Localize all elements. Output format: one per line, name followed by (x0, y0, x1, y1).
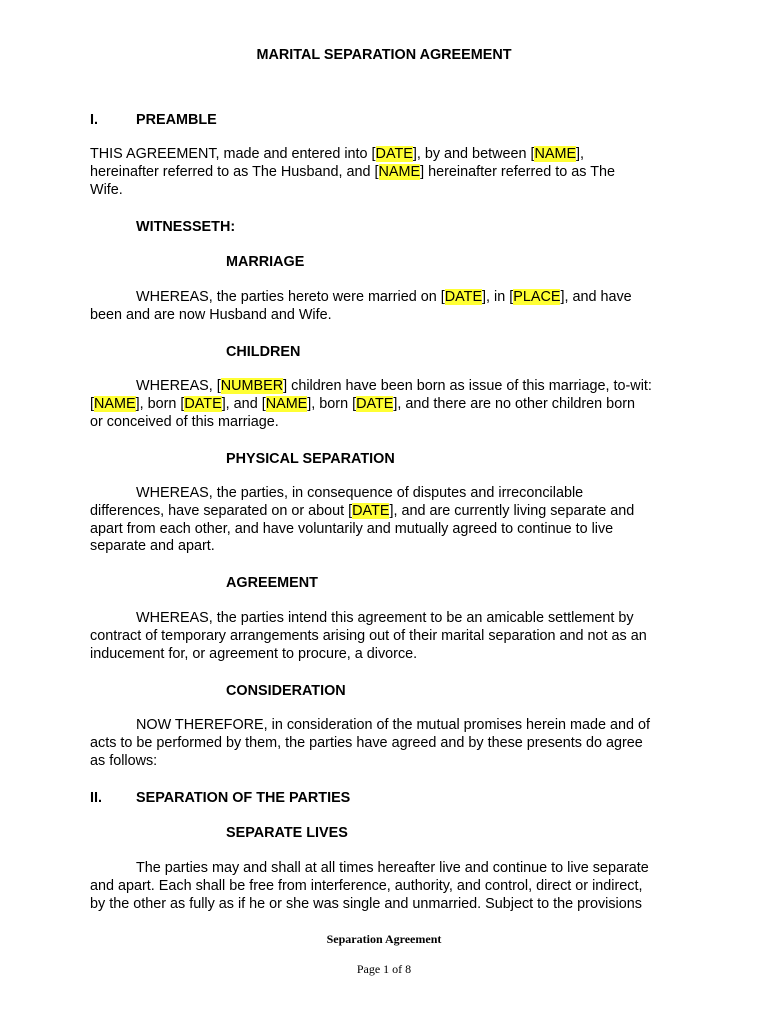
placeholder-name: NAME (378, 163, 421, 180)
placeholder-name: NAME (265, 395, 308, 412)
preamble-paragraph: THIS AGREEMENT, made and entered into [DATE], by and between [NAME], hereinafter referred to as The Husband, and [NAME] hereinafter referred to as The Wife. (90, 146, 616, 198)
placeholder-date: DATE (444, 289, 483, 305)
physical-separation-paragraph: WHEREAS, the parties, in consequence of disputes and irreconcilable differences, have separated on or about [DATE], and are currently living separate and apart from each other, and have voluntarily and mutually agreed to continue to live separate and apart. (90, 485, 635, 555)
agreement-paragraph: WHEREAS, the parties intend this agreement to be an amicable settlement by contract of temporary arrangements arising out of their marital separation and not as an inducement for, or agreement to procure, a divorce. (90, 610, 647, 662)
placeholder-date: DATE (375, 146, 413, 162)
marriage-paragraph: WHEREAS, the parties hereto were married on [DATE], in [PLACE], and have been and are now Husband and Wife. (90, 289, 632, 323)
separate-lives-paragraph: The parties may and shall at all times hereafter live and continue to live separate and apart. Each shall be free from interference, authority, and control, direct or indirect, by the other as fully as if he or she was single and unmarried. Subject to the provisions (90, 860, 649, 912)
placeholder-name: NAME (94, 395, 136, 412)
placeholder-number: NUMBER (220, 378, 284, 394)
physical-separation-heading: PHYSICAL SEPARATION (226, 451, 395, 467)
section-1-title: PREAMBLE (136, 112, 217, 128)
agreement-heading: AGREEMENT (226, 575, 318, 591)
placeholder-place: PLACE (513, 289, 561, 305)
page-number: Page 1 of 8 (356, 962, 412, 976)
marriage-heading: MARRIAGE (226, 254, 305, 270)
children-paragraph: WHEREAS, [NUMBER] children have been born as issue of this marriage, to-wit: [NAME], born [DATE], and [NAME], born [DATE], and there are no other children born or conceived of this marriage. (90, 378, 652, 430)
footer-label: Separation Agreement (326, 932, 442, 946)
document-title: MARITAL SEPARATION AGREEMENT (256, 47, 512, 63)
placeholder-name: NAME (534, 146, 577, 162)
witnesseth-heading: WITNESSETH: (136, 219, 236, 235)
section-2-number: II. (90, 790, 102, 806)
consideration-heading: CONSIDERATION (226, 683, 346, 699)
children-heading: CHILDREN (226, 344, 301, 360)
consideration-paragraph: NOW THEREFORE, in consideration of the mutual promises herein made and of acts to be performed by them, the parties have agreed and by these presents do agree as follows: (90, 717, 651, 769)
separate-lives-heading: SEPARATE LIVES (226, 825, 348, 841)
placeholder-date: DATE (184, 395, 222, 412)
section-1-number: I. (90, 112, 98, 128)
placeholder-date: DATE (352, 502, 390, 519)
section-2-title: SEPARATION OF THE PARTIES (136, 790, 351, 806)
placeholder-date: DATE (356, 395, 394, 412)
